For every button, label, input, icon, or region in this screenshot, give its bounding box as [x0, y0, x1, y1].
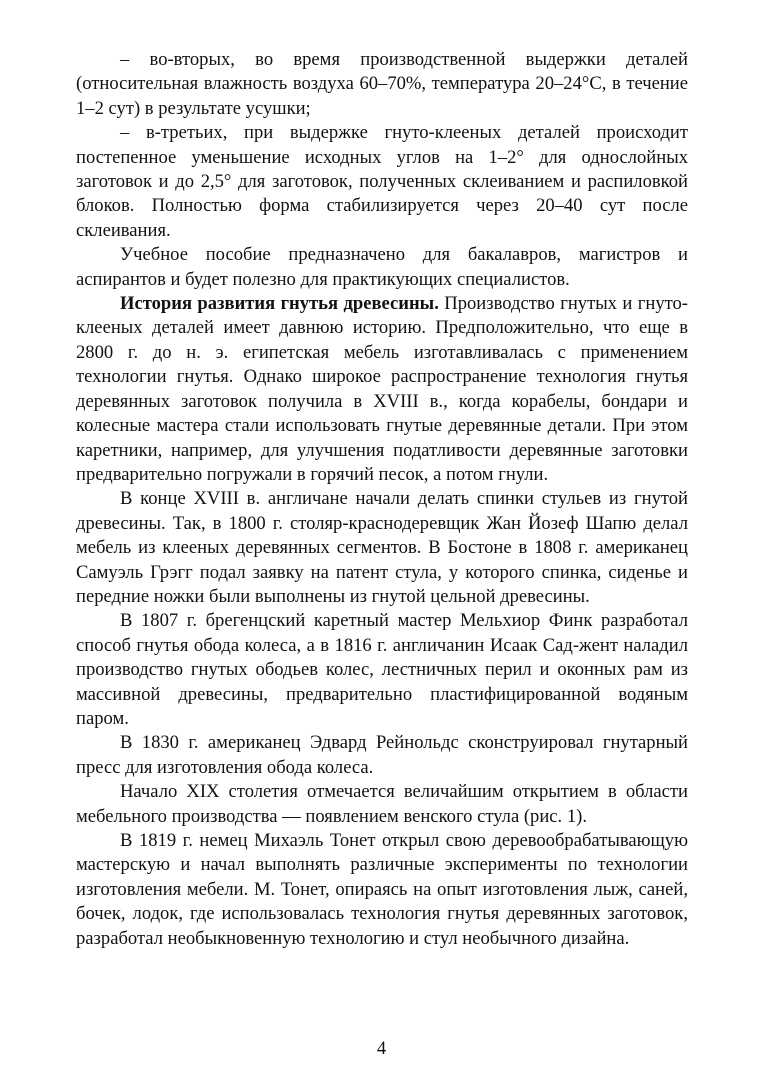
- paragraph-3: [76, 243, 688, 292]
- document-page: [76, 48, 688, 951]
- paragraph-7: [76, 731, 688, 780]
- paragraph-1: [76, 48, 688, 121]
- paragraph-8: [76, 780, 688, 829]
- paragraph-3-text: Учебное пособие предназначено для бакалавров, магистров и аспирантов и будет полезно для практикующих специалистов.: [76, 244, 688, 290]
- paragraph-2: [76, 121, 688, 243]
- paragraph-7-text: В 1830 г. американец Эдвард Рейнольдс сконструировал гнутарный пресс для изготовления обода колеса.: [76, 732, 688, 778]
- paragraph-6: [76, 609, 688, 731]
- paragraph-1-text: – во-вторых, во время производственной выдержки деталей (относительная влажность воздуха 60–70%, температура 20–24°С, в течение 1–2 сут) в результате усушки;: [76, 49, 688, 119]
- paragraph-6-text: В 1807 г. брегенцский каретный мастер Мельхиор Финк разработал способ гнутья обода колеса, а в 1816 г. англичанин Исаак Сад-жент наладил производство гнутых ободьев колес, лестничных перил и оконных рам из массивной древесины, предварительно пластифицированной водяным паром.: [76, 610, 688, 729]
- paragraph-5: [76, 487, 688, 609]
- paragraph-2-text: – в-третьих, при выдержке гнуто-клееных деталей происходит постепенное уменьшение исходных углов на 1–2° для однослойных заготовок и до 2,5° для заготовок, полученных склеиванием и распиловкой блоков. Полностью форма стабилизируется через 20–40 сут после склеивания.: [76, 122, 688, 241]
- paragraph-4: [76, 292, 688, 487]
- page-number: 4: [376, 1038, 387, 1059]
- paragraph-9: [76, 829, 688, 951]
- paragraph-5-text: В конце XVIII в. англичане начали делать спинки стульев из гнутой древесины. Так, в 1800 г. столяр-краснодеревщик Жан Йозеф Шапю делал мебель из клееных деревянных сегментов. В Бостоне в 1808 г. американец Самуэль Грэгг подал заявку на патент стула, у которого спинка, сиденье и передние ножки были выполнены из гнутой цельной древесины.: [76, 488, 688, 607]
- section-heading: История развития гнутья древесины.: [120, 293, 439, 315]
- paragraph-9-text: В 1819 г. немец Михаэль Тонет открыл свою деревообрабатывающую мастерскую и начал выполнять различные эксперименты по технологии изготовления мебели. М. Тонет, опираясь на опыт изготовления лыж, саней, бочек, лодок, где использовалась технология гнутья деревянных заготовок, разработал необыкновенную технологию и стул необычного дизайна.: [76, 830, 688, 949]
- paragraph-8-text: Начало XIX столетия отмечается величайшим открытием в области мебельного производства — появлением венского стула (рис. 1).: [76, 781, 688, 827]
- paragraph-4-text: Производство гнутых и гнуто-клееных деталей имеет давнюю историю. Предположительно, что еще в 2800 г. до н. э. египетская мебель изготавливалась с применением технологии гнутья. Однако широкое распространение технология гнутья деревянных заготовок получила в XVIII в., когда корабелы, бондари и колесные мастера стали использовать гнутые деревянные детали. При этом каретники, например, для улучшения податливости деревянные заготовки предварительно погружали в горячий песок, а потом гнули.: [76, 293, 688, 485]
